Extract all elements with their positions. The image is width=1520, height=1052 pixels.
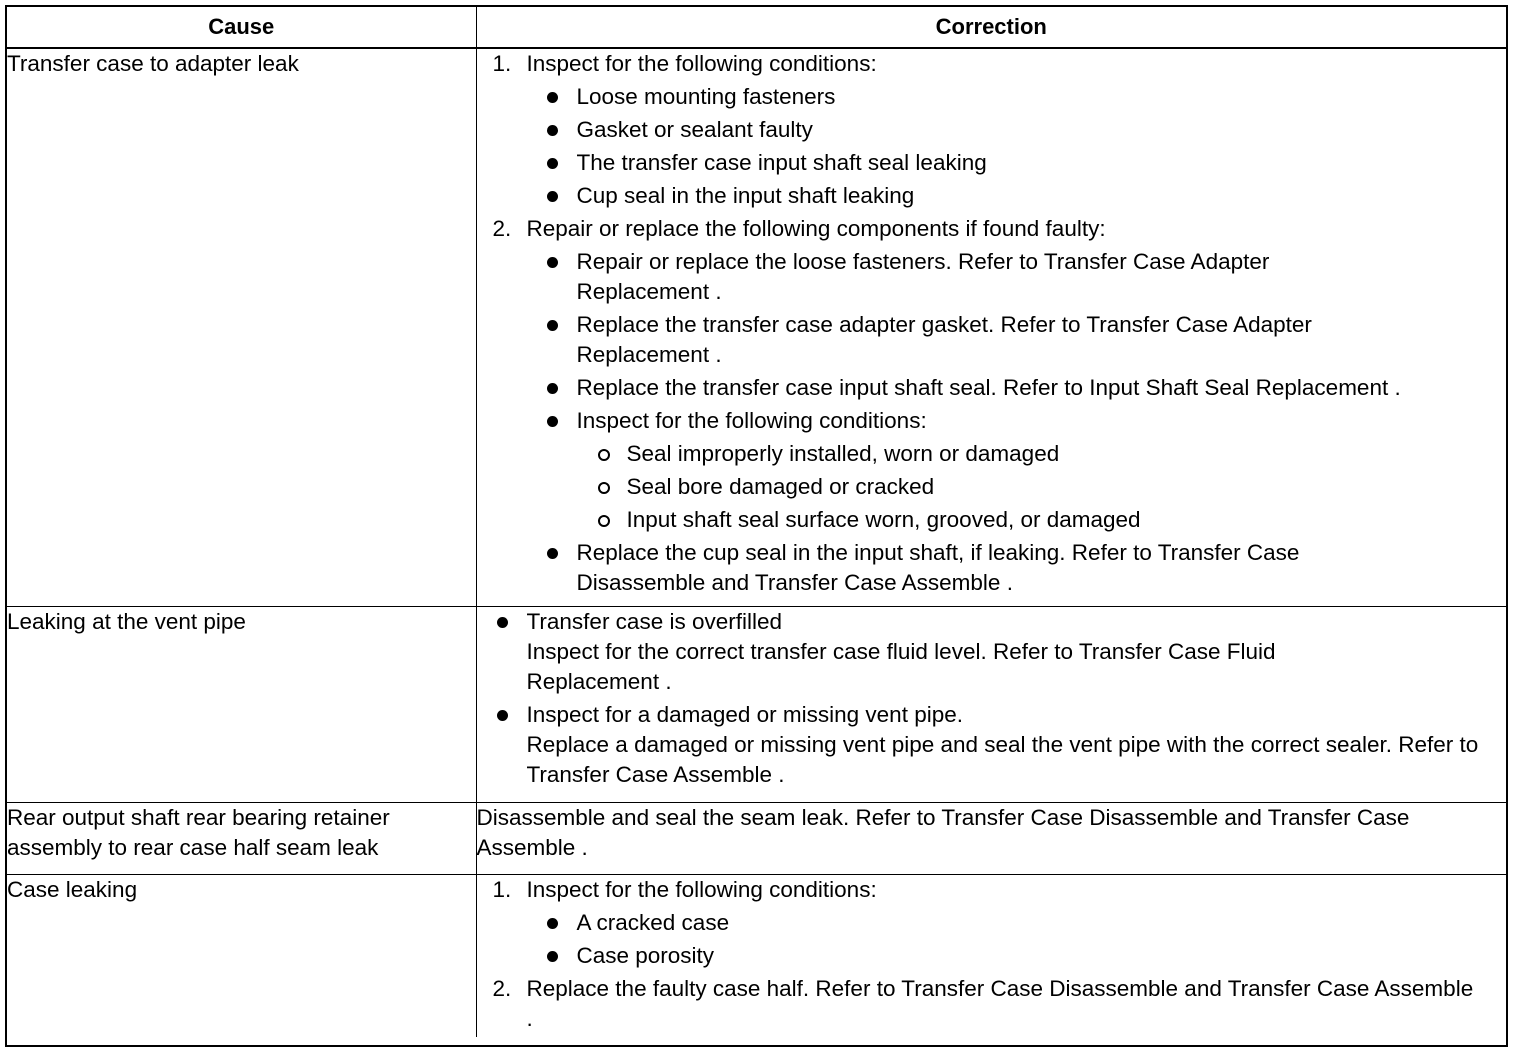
- bullet-item: [477, 700, 1507, 790]
- bullet-icon: [497, 710, 508, 721]
- cause-cell: [7, 802, 476, 874]
- bullet-text: Inspect for the following conditions:: [576, 408, 927, 433]
- diagnostic-table-frame: [5, 5, 1508, 1047]
- header-row: [7, 7, 1506, 48]
- table-row: [7, 606, 1506, 802]
- cause-text: Leaking at the vent pipe: [7, 608, 246, 634]
- correction-cell: [476, 606, 1506, 802]
- sub-bullet-item: [477, 505, 1507, 535]
- bullet-title: Transfer case is overfilled: [526, 608, 783, 634]
- sub-bullet-text: Input shaft seal surface worn, grooved, or damaged: [626, 507, 1141, 532]
- step-item: [477, 875, 1507, 905]
- correction-cell: [476, 802, 1506, 874]
- correction-cell: [476, 874, 1506, 1037]
- table-row: [7, 874, 1506, 1037]
- bullet-icon: [547, 92, 558, 103]
- correction-cell: [476, 48, 1506, 606]
- bullet-text: Loose mounting fasteners: [576, 84, 836, 109]
- step-item: [477, 49, 1507, 79]
- cause-text: Rear output shaft rear bearing retainer assembly to rear case half seam leak: [7, 804, 390, 860]
- bullet-text: The transfer case input shaft seal leaking: [576, 150, 987, 175]
- step-item: [477, 214, 1507, 244]
- bullet-icon: [547, 383, 558, 394]
- header-cause: Cause: [7, 7, 476, 48]
- step-text: Inspect for the following conditions:: [526, 876, 877, 902]
- bullet-item: [477, 373, 1507, 403]
- bullet-text: Replace the transfer case input shaft seal. Refer to Input Shaft Seal Replacement .: [576, 375, 1401, 400]
- bullet-item: [477, 310, 1507, 370]
- bullet-icon: [547, 918, 558, 929]
- step-number: 2.: [492, 975, 512, 1001]
- bullet-item: [477, 82, 1507, 112]
- step-number: 1.: [492, 51, 512, 76]
- correction-text: Disassemble and seal the seam leak. Refer to Transfer Case Disassemble and Transfer Case Assemble .: [476, 804, 1410, 860]
- table-row: [7, 48, 1506, 606]
- bullet-item: [477, 941, 1507, 971]
- bullet-text: Repair or replace the loose fasteners. Refer to Transfer Case Adapter Replacement .: [576, 249, 1270, 304]
- cause-text: Case leaking: [7, 876, 138, 902]
- bullet-item: [477, 148, 1507, 178]
- bullet-text: Case porosity: [576, 942, 715, 968]
- bullet-icon: [547, 257, 558, 268]
- bullet-icon: [547, 191, 558, 202]
- step-text: Inspect for the following conditions:: [526, 51, 877, 76]
- bullet-text: Replace the transfer case adapter gasket. Refer to Transfer Case Adapter Replacement .: [576, 312, 1312, 367]
- bullet-item: [477, 538, 1507, 598]
- sub-bullet-text: Seal bore damaged or cracked: [626, 474, 935, 499]
- bullet-title: Inspect for a damaged or missing vent pipe.: [526, 701, 963, 727]
- step-number: 1.: [492, 876, 512, 902]
- sub-bullet-text: Seal improperly installed, worn or damaged: [626, 441, 1060, 466]
- bullet-text: Cup seal in the input shaft leaking: [576, 183, 915, 208]
- hollow-bullet-icon: [598, 449, 610, 461]
- sub-bullet-item: [477, 439, 1507, 469]
- bullet-item: [477, 908, 1507, 938]
- diagnostic-table: [7, 7, 1506, 1037]
- bullet-text: Replace the cup seal in the input shaft, if leaking. Refer to Transfer Case Disassemble and Transfer Case Assemble .: [576, 540, 1300, 595]
- bullet-item: [477, 181, 1507, 211]
- bullet-icon: [547, 416, 558, 427]
- bullet-icon: [547, 158, 558, 169]
- bullet-item: [477, 247, 1507, 307]
- bullet-icon: [547, 320, 558, 331]
- bullet-icon: [547, 125, 558, 136]
- bullet-item: [477, 406, 1507, 436]
- cause-cell: [7, 48, 476, 606]
- step-item: [477, 974, 1507, 1034]
- cause-cell: [7, 606, 476, 802]
- step-text: Replace the faulty case half. Refer to Transfer Case Disassemble and Transfer Case Assemble .: [526, 975, 1474, 1031]
- cause-cell: [7, 874, 476, 1037]
- bullet-text: A cracked case: [576, 909, 730, 935]
- bullet-icon: [547, 951, 558, 962]
- bullet-icon: [547, 548, 558, 559]
- step-text: Repair or replace the following components if found faulty:: [526, 216, 1106, 241]
- bullet-detail: Replace a damaged or missing vent pipe and seal the vent pipe with the correct sealer. Refer to Transfer Case Assemble .: [526, 731, 1479, 787]
- header-correction: Correction: [476, 7, 1506, 48]
- sub-bullet-item: [477, 472, 1507, 502]
- hollow-bullet-icon: [598, 515, 610, 527]
- step-number: 2.: [492, 216, 512, 241]
- cause-text: Transfer case to adapter leak: [7, 51, 299, 76]
- bullet-icon: [497, 617, 508, 628]
- hollow-bullet-icon: [598, 482, 610, 494]
- bullet-detail: Inspect for the correct transfer case fluid level. Refer to Transfer Case Fluid Replacement .: [526, 638, 1276, 694]
- bullet-item: [477, 607, 1507, 697]
- table-row: [7, 802, 1506, 874]
- bullet-item: [477, 115, 1507, 145]
- bullet-text: Gasket or sealant faulty: [576, 117, 813, 142]
